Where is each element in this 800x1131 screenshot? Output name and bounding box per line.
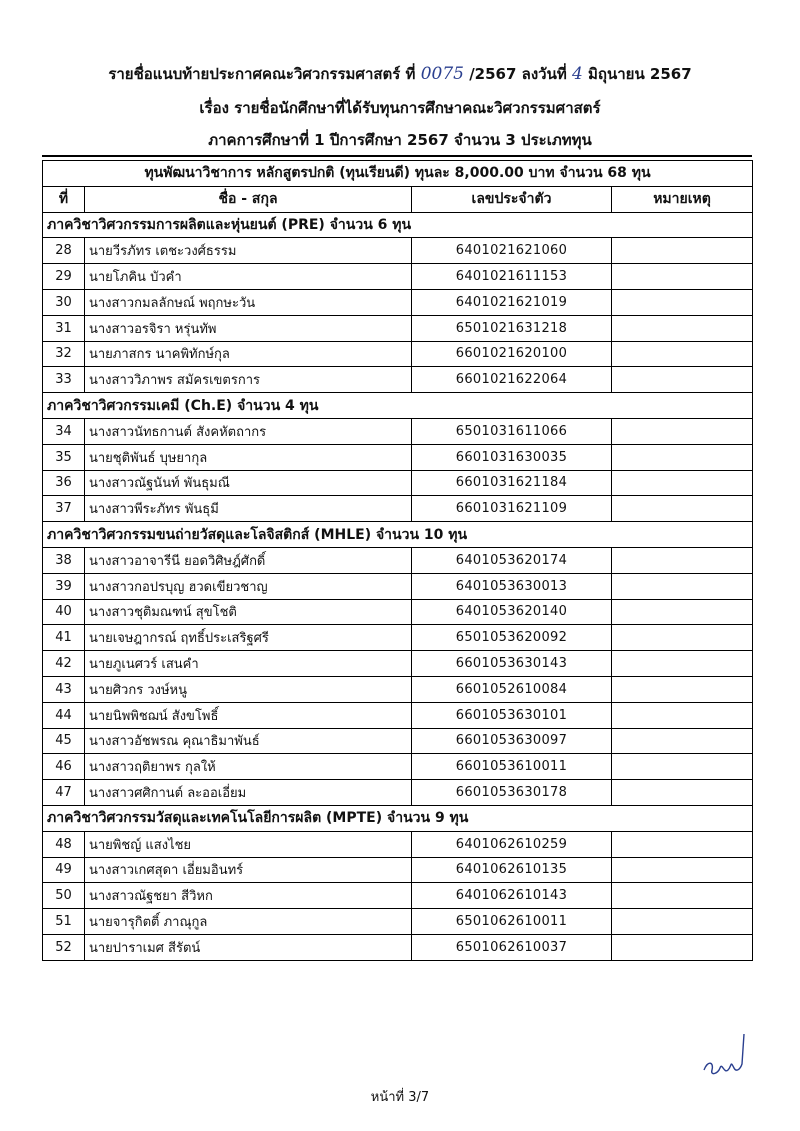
row-number: 43 xyxy=(43,676,85,702)
table-title-row xyxy=(43,161,753,187)
remark xyxy=(612,883,753,909)
student-id: 6401021621019 xyxy=(412,289,612,315)
row-number: 47 xyxy=(43,780,85,806)
student-name: นายภาสกร นาคพิทักษ์กุล xyxy=(85,341,412,367)
remark xyxy=(612,470,753,496)
student-id: 6601053630097 xyxy=(412,728,612,754)
row-number: 33 xyxy=(43,367,85,393)
table-row xyxy=(43,315,753,341)
table-row xyxy=(43,470,753,496)
table-row xyxy=(43,264,753,290)
remark xyxy=(612,238,753,264)
remark xyxy=(612,934,753,960)
row-number: 52 xyxy=(43,934,85,960)
row-number: 38 xyxy=(43,547,85,573)
col-header-name: ชื่อ - สกุล xyxy=(85,186,412,212)
table-row xyxy=(43,625,753,651)
doc-number: 0075 xyxy=(420,64,464,84)
doc-day: 4 xyxy=(571,64,583,84)
row-number: 30 xyxy=(43,289,85,315)
section-title: ภาควิชาวิศวกรรมการผลิตและหุ่นยนต์ (PRE) จำนวน 6 ทุน xyxy=(43,212,753,238)
section-title: ภาควิชาวิศวกรรมเคมี (Ch.E) จำนวน 4 ทุน xyxy=(43,393,753,419)
table-row xyxy=(43,754,753,780)
student-name: นายพิชญ์ แสงไชย xyxy=(85,831,412,857)
table-row xyxy=(43,367,753,393)
table-row xyxy=(43,831,753,857)
student-id: 6501053620092 xyxy=(412,625,612,651)
student-id: 6601053630101 xyxy=(412,702,612,728)
remark xyxy=(612,496,753,522)
page-number: หน้าที่ 3/7 xyxy=(370,1090,430,1105)
remark xyxy=(612,341,753,367)
scholarship-table xyxy=(42,160,753,961)
student-id: 6601031630035 xyxy=(412,444,612,470)
row-number: 29 xyxy=(43,264,85,290)
row-number: 49 xyxy=(43,857,85,883)
student-name: นางสาวนัทธกานต์ สังคหัตถากร xyxy=(85,418,412,444)
table-row xyxy=(43,909,753,935)
student-id: 6401062610135 xyxy=(412,857,612,883)
student-name: นางสาวณัฐชยา สีวิหก xyxy=(85,883,412,909)
student-id: 6601031621184 xyxy=(412,470,612,496)
section-title: ภาควิชาวิศวกรรมขนถ่ายวัสดุและโลจิสติกส์ (MHLE) จำนวน 10 ทุน xyxy=(43,522,753,548)
student-name: นางสาวศศิกานต์ ละออเอี่ยม xyxy=(85,780,412,806)
remark xyxy=(612,702,753,728)
row-number: 40 xyxy=(43,599,85,625)
table-row xyxy=(43,496,753,522)
header-month-year: มิถุนายน 2567 xyxy=(588,65,692,83)
remark xyxy=(612,547,753,573)
section-header-row xyxy=(43,522,753,548)
student-id: 6601031621109 xyxy=(412,496,612,522)
header-term: ภาคการศึกษาที่ 1 ปีการศึกษา 2567 จำนวน 3 ประเภททุน xyxy=(208,131,592,149)
remark xyxy=(612,264,753,290)
row-number: 34 xyxy=(43,418,85,444)
table-row xyxy=(43,728,753,754)
header-date-label: /2567 ลงวันที่ xyxy=(469,65,567,83)
remark xyxy=(612,573,753,599)
student-id: 6501021631218 xyxy=(412,315,612,341)
table-row xyxy=(43,289,753,315)
section-header-row xyxy=(43,393,753,419)
table-header-row xyxy=(43,186,753,212)
student-name: นายปาราเมศ สีรัตน์ xyxy=(85,934,412,960)
student-id: 6401062610143 xyxy=(412,883,612,909)
table-title: ทุนพัฒนาวิชาการ หลักสูตรปกติ (ทุนเรียนดี) ทุนละ 8,000.00 บาท จำนวน 68 ทุน xyxy=(43,161,753,187)
remark xyxy=(612,780,753,806)
table-row xyxy=(43,676,753,702)
row-number: 44 xyxy=(43,702,85,728)
row-number: 42 xyxy=(43,651,85,677)
student-name: นายเจษฎากรณ์ ฤทธิ์ประเสริฐศรี xyxy=(85,625,412,651)
table-row xyxy=(43,702,753,728)
student-id: 6601053630178 xyxy=(412,780,612,806)
student-name: นายวีรภัทร เตชะวงศ์ธรรม xyxy=(85,238,412,264)
row-number: 48 xyxy=(43,831,85,857)
table-row xyxy=(43,934,753,960)
student-id: 6601053630143 xyxy=(412,651,612,677)
header-rule xyxy=(42,155,752,157)
student-name: นายภูเนศวร์ เสนคำ xyxy=(85,651,412,677)
row-number: 31 xyxy=(43,315,85,341)
student-name: นายโภคิน บัวคำ xyxy=(85,264,412,290)
remark xyxy=(612,289,753,315)
table-row xyxy=(43,857,753,883)
student-id: 6601021622064 xyxy=(412,367,612,393)
student-name: นางสาวฤติยาพร กุลให้ xyxy=(85,754,412,780)
section-header-row xyxy=(43,212,753,238)
col-header-note: หมายเหตุ xyxy=(612,186,753,212)
student-name: นางสาวกมลลักษณ์ พฤกษะวัน xyxy=(85,289,412,315)
row-number: 50 xyxy=(43,883,85,909)
remark xyxy=(612,367,753,393)
student-id: 6501062610011 xyxy=(412,909,612,935)
remark xyxy=(612,857,753,883)
row-number: 39 xyxy=(43,573,85,599)
remark xyxy=(612,418,753,444)
student-id: 6401053620174 xyxy=(412,547,612,573)
remark xyxy=(612,754,753,780)
row-number: 37 xyxy=(43,496,85,522)
student-name: นางสาววิภาพร สมัครเขตรการ xyxy=(85,367,412,393)
student-name: นางสาวอัชพรณ คุณาธิมาพันธ์ xyxy=(85,728,412,754)
student-name: นายนิพพิชฌน์ สังขโพธิ์ xyxy=(85,702,412,728)
remark xyxy=(612,676,753,702)
student-id: 6501031611066 xyxy=(412,418,612,444)
student-id: 6501062610037 xyxy=(412,934,612,960)
student-name: นางสาวอรจิรา หรุ่นทัพ xyxy=(85,315,412,341)
remark xyxy=(612,315,753,341)
section-title: ภาควิชาวิศวกรรมวัสดุและเทคโนโลยีการผลิต (MPTE) จำนวน 9 ทุน xyxy=(43,805,753,831)
table-row xyxy=(43,599,753,625)
col-header-no: ที่ xyxy=(43,186,85,212)
student-id: 6401053620140 xyxy=(412,599,612,625)
row-number: 41 xyxy=(43,625,85,651)
remark xyxy=(612,625,753,651)
signature-scribble xyxy=(700,1030,760,1080)
table-row xyxy=(43,883,753,909)
student-name: นางสาวชุติมณฑน์ สุขโชติ xyxy=(85,599,412,625)
col-header-id: เลขประจำตัว xyxy=(412,186,612,212)
student-name: นางสาวอาจารีนี ยอดวิศิษฎ์ศักดิ์ xyxy=(85,547,412,573)
remark xyxy=(612,909,753,935)
student-id: 6401062610259 xyxy=(412,831,612,857)
table-row xyxy=(43,444,753,470)
student-name: นางสาวพีระภัทร พันธุมี xyxy=(85,496,412,522)
table-row xyxy=(43,780,753,806)
student-name: นายชุติพันธ์ บุษยากุล xyxy=(85,444,412,470)
student-name: นายศิวกร วงษ์หนู xyxy=(85,676,412,702)
table-row xyxy=(43,418,753,444)
student-id: 6601053610011 xyxy=(412,754,612,780)
remark xyxy=(612,651,753,677)
header-line-1 xyxy=(0,62,800,86)
student-name: นางสาวเกศสุดา เอี่ยมอินทร์ xyxy=(85,857,412,883)
student-id: 6601052610084 xyxy=(412,676,612,702)
student-name: นางสาวกอปรบุญ ฮวดเขียวชาญ xyxy=(85,573,412,599)
student-id: 6401021621060 xyxy=(412,238,612,264)
section-header-row xyxy=(43,805,753,831)
table-row xyxy=(43,651,753,677)
row-number: 46 xyxy=(43,754,85,780)
row-number: 28 xyxy=(43,238,85,264)
remark xyxy=(612,728,753,754)
student-name: นายจารุกิตติ์ ภาณุกูล xyxy=(85,909,412,935)
student-id: 6601021620100 xyxy=(412,341,612,367)
row-number: 45 xyxy=(43,728,85,754)
row-number: 35 xyxy=(43,444,85,470)
remark xyxy=(612,444,753,470)
table-row xyxy=(43,341,753,367)
row-number: 32 xyxy=(43,341,85,367)
student-id: 6401053630013 xyxy=(412,573,612,599)
table-row xyxy=(43,547,753,573)
remark xyxy=(612,599,753,625)
table-row xyxy=(43,573,753,599)
student-id: 6401021611153 xyxy=(412,264,612,290)
row-number: 51 xyxy=(43,909,85,935)
header-subject: เรื่อง รายชื่อนักศึกษาที่ได้รับทุนการศึกษาคณะวิศวกรรมศาสตร์ xyxy=(199,99,601,117)
remark xyxy=(612,831,753,857)
table-row xyxy=(43,238,753,264)
header-prefix: รายชื่อแนบท้ายประกาศคณะวิศวกรรมศาสตร์ ที่ xyxy=(108,65,416,83)
student-name: นางสาวณัฐนันท์ พันธุมณี xyxy=(85,470,412,496)
row-number: 36 xyxy=(43,470,85,496)
